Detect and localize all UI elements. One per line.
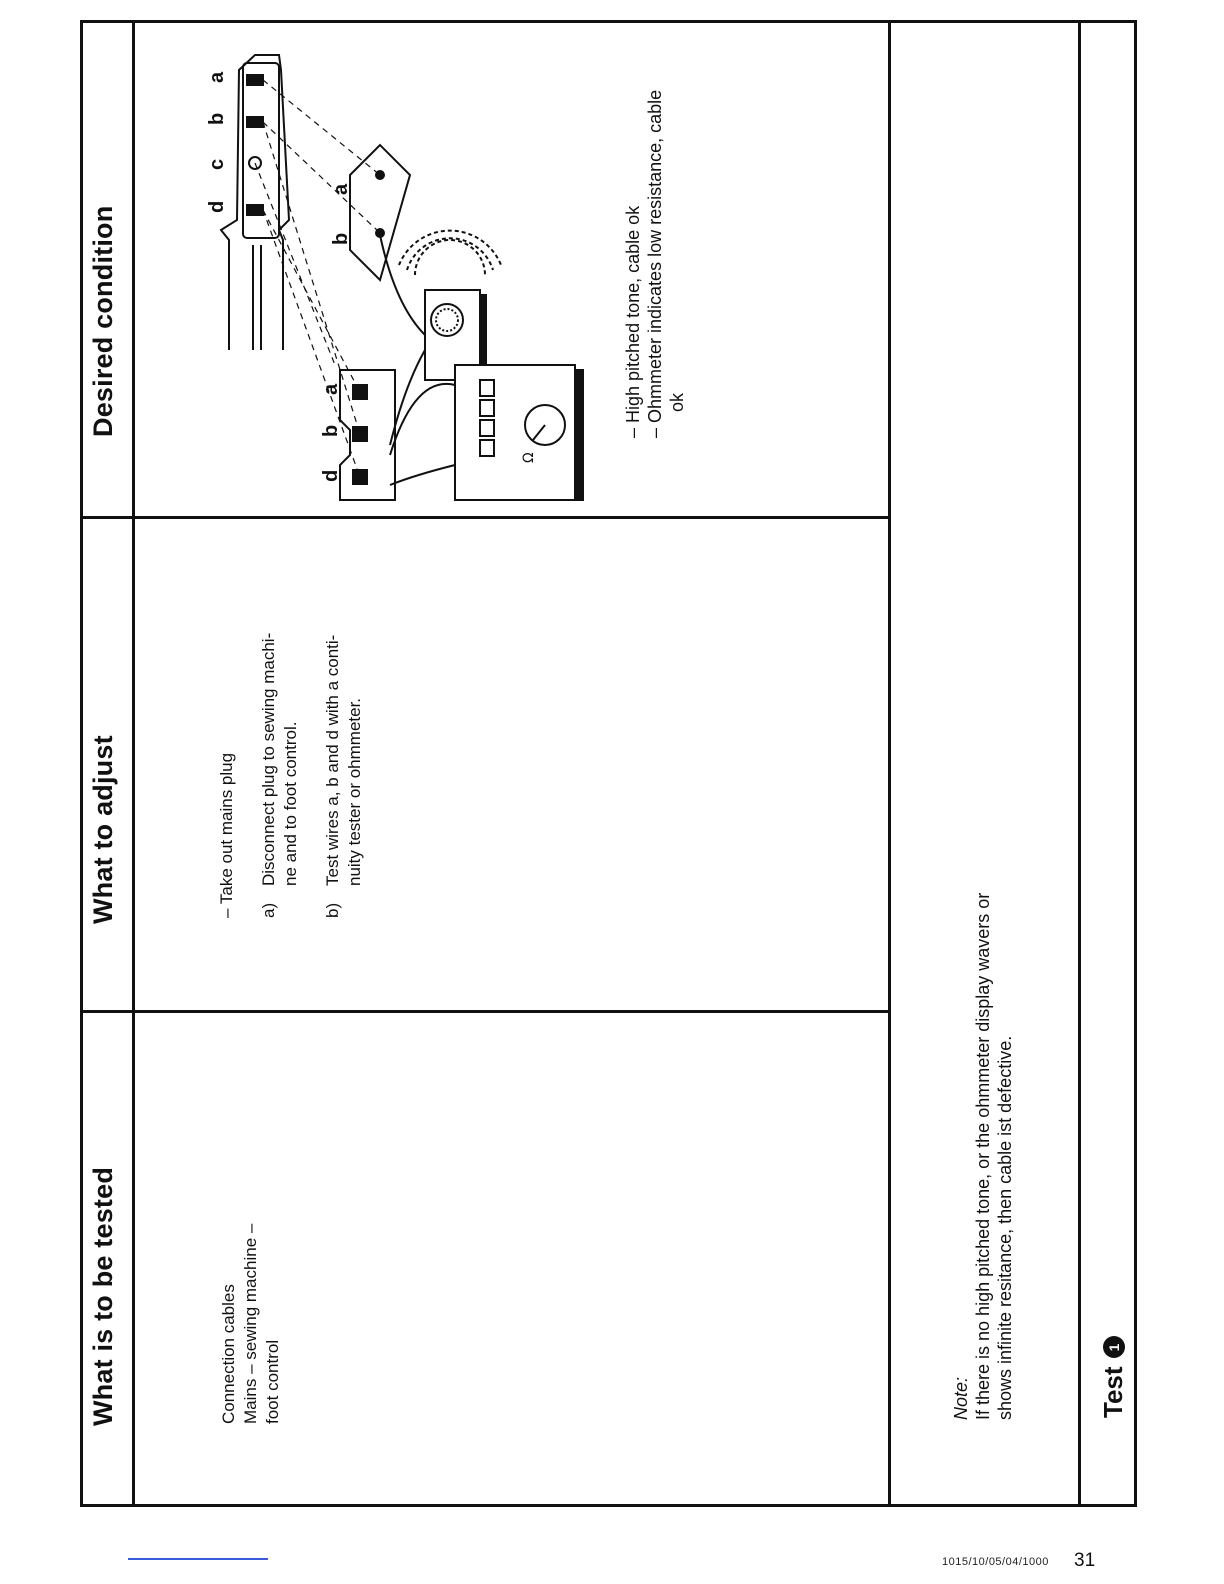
- connector-label-b: b: [330, 232, 352, 245]
- test-label-text: Test: [1098, 1366, 1128, 1418]
- note-line-2: shows infinite resitance, then cable ist defective.: [995, 1035, 1015, 1420]
- desired-line-2: – Ohmmeter indicates low resistance, cable: [645, 89, 665, 438]
- ohmmeter-icon: [390, 365, 583, 500]
- tested-line: foot control: [263, 1339, 282, 1424]
- tested-content: [218, 1224, 284, 1424]
- test-label: [1098, 1336, 1129, 1418]
- column-divider-1: [80, 516, 890, 519]
- note-label: Note:: [951, 1376, 971, 1420]
- note-divider: [888, 20, 891, 1507]
- connector-label-a: a: [330, 183, 352, 195]
- page-number: 31: [1074, 1550, 1096, 1571]
- header-desired-condition: Desired condition: [88, 205, 118, 437]
- socket-label-a: a: [320, 383, 342, 395]
- adjust-step-a: [258, 633, 302, 918]
- tested-line: Connection cables: [219, 1284, 238, 1424]
- tested-line: Mains – sewing machine –: [241, 1223, 260, 1424]
- socket-label-b: b: [320, 424, 342, 437]
- header-divider: [132, 20, 135, 1507]
- step-a-line: Disconnect plug to sewing machi-: [259, 632, 278, 886]
- mains-plug-icon: [221, 55, 289, 350]
- step-b-line: nuity tester or ohmmeter.: [345, 697, 364, 886]
- adjust-step-b: [322, 633, 366, 918]
- test-divider: [1078, 20, 1081, 1507]
- test-number-badge: 1: [1103, 1336, 1125, 1358]
- connector-icon: [350, 145, 410, 280]
- desired-line-1: – High pitched tone, cable ok: [623, 205, 643, 438]
- wire-paths: [255, 80, 380, 477]
- socket-label-d: d: [320, 469, 342, 482]
- plug-label-c: c: [206, 158, 228, 170]
- step-a-marker: a): [259, 902, 278, 918]
- blue-underline: [128, 1558, 268, 1560]
- document-code: 1015/10/05/04/1000: [942, 1556, 1049, 1568]
- continuity-test-diagram: [206, 45, 595, 515]
- adjust-content: [216, 633, 366, 918]
- header-what-to-adjust: What to adjust: [88, 735, 118, 924]
- desired-line-3: ok: [667, 392, 687, 412]
- desired-content: [622, 90, 688, 438]
- step-b-marker: b): [323, 902, 342, 918]
- adjust-step-dash: – Take out mains plug: [217, 752, 236, 918]
- plug-label-b: b: [206, 112, 228, 125]
- socket-icon: [340, 370, 395, 500]
- header-what-is-tested: What is to be tested: [88, 1166, 118, 1426]
- plug-label-d: d: [206, 200, 228, 213]
- step-b-line: Test wires a, b and d with a conti-: [323, 634, 342, 886]
- step-a-line: ne and to foot control.: [281, 721, 300, 886]
- column-divider-2: [80, 1010, 890, 1013]
- note-block: [950, 893, 1016, 1420]
- ohm-symbol: Ω: [521, 452, 537, 463]
- plug-label-a: a: [206, 71, 228, 83]
- note-line-1: If there is no high pitched tone, or the ohmmeter display wavers or: [973, 892, 993, 1420]
